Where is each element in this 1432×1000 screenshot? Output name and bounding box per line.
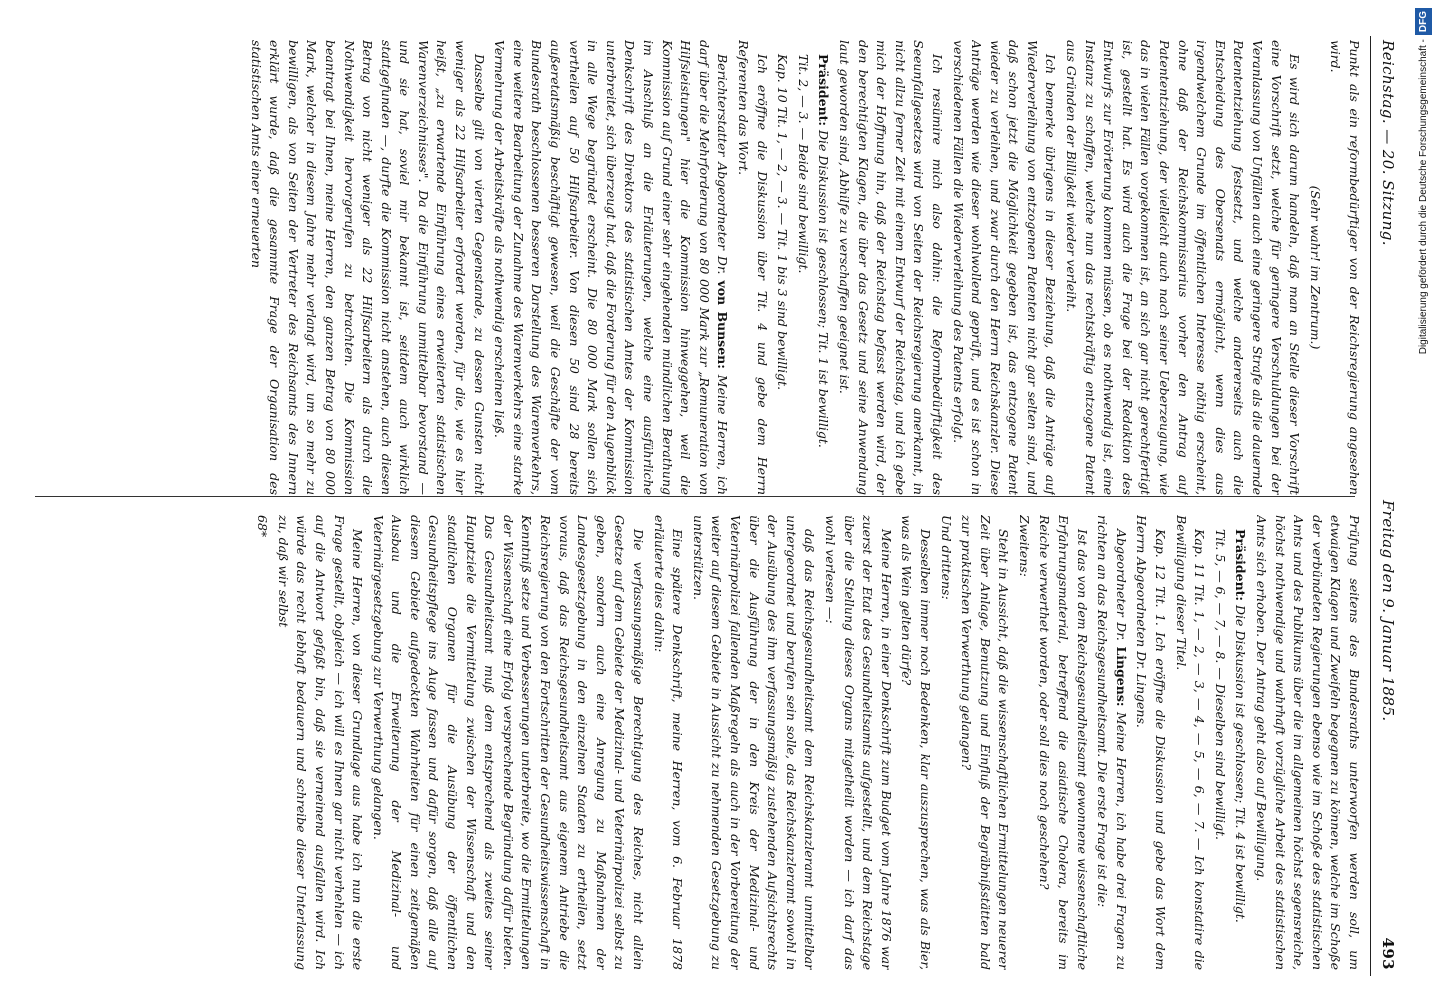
paragraph: Ich resümire mich also dahin: die Reformbedürftigkeit des Seeunfallgesetzes wird von Seiten der Reichsregierung anerkannt, in nicht allzu ferner Zeit mit einem Entwurf der Reichstag, und ich gebe mich der Hoffnung hin, daß der Reichstag befasst werden wird, der den berechtigten Klagen, die über das Gesetz und seine Anwendung laut geworden sind, Abhilfe zu verschaffen geeignet ist. — [836, 40, 945, 495]
paragraph: Kap. 10 Tit. 1, — 2, — 3. — Tit. 1 bis 3 sind bewilligt. — [775, 54, 791, 391]
paragraph: 68* — [255, 515, 271, 538]
header-left: Reichstag. — 20. Sitzung. — [1379, 40, 1397, 246]
header-rule — [1370, 36, 1371, 976]
paragraph: Eine spätere Denkschrift, meine Herren, vom 6. Februar 1878 erläuterte dies dahin: — [651, 515, 686, 970]
paragraph: Präsident: Die Diskussion ist geschlossen; Tit. 1 ist bewilligt. — [816, 54, 832, 448]
paragraph: Kap. 12 Tit. 1. Ich eröffne die Diskussion und gebe das Wort dem Herrn Abgeordneten Dr. Lingens. — [1134, 515, 1169, 970]
paragraph: (Sehr wahr! im Zentrum.) — [1307, 185, 1323, 350]
digitization-credit — [1415, 0, 1432, 1000]
paragraph: Dasselbe gilt von vierten Gegenstande, zu dessen Gunsten nicht weniger als 22 Hilfsarbeiter erfordert werden, für die, wie es hier heißt, „zu erwartende Einführung eines erweiterten statistischen Warenverzeichnisses". Da die Einführung unmittelbar bevorstand — und sie hat, soviel mir bekannt ist, seitdem auch wirklich stattgefunden —, durfte die Kommission nicht anstehen, auch diesen Betrag von nicht weniger als 22 Hilfsarbeitern als durch die Nothwendigkeit hervorgerufen zu betrachten. Die Kommission beantragt bei Ihnen, meine Herren, den ganzen Betrag von 80 000 Mark, welcher in diesem Jahre mehr verlangt wird, um so mehr zu bewilligen, als von Seiten der Vertreter des Reichsamts des Innern erklärt wurde, daß die gesammte Frage der Organisation des statistischen Amts einer erneuerten — [248, 40, 487, 495]
paragraph: Punkt als ein reformbedürftiger von der Reichsregierung angesehen wird. — [1328, 40, 1362, 495]
header-date: Freitag den 9. Januar 1885. — [1379, 500, 1397, 722]
paragraph: Die verfassungsmäßige Berechtigung des Reiches, nicht allein Gesetze auf dem Gebiete der Medizinal- und Veterinärpolizei selbst zu geben, sondern auch eine Anregung zu Maßnahmen der Landesgesetzgebung in den einzelnen Staaten zu ertheilen, setzt voraus, daß das Reichsgesundheitsamt aus eigenem Antriebe die Reichsregierung von den Fortschritten der Gesundheitswissenschaft in Kenntniß setze und Verbesserungen unterbreite, wo die Ermittelungen der Wissenschaft eine Erfolg versprechende Begründung dafür bieten. Das Gesundheitsamt muß dem entsprechend als zweites seiner Hauptziele die Vermittelung zwischen der Wissenschaft und den staatlichen Organen für die Ausübung der öffentlichen Gesundheitspflege ins Auge fassen und dafür sorgen, daß alle auf diesem Gebiete aufgedeckten Wahrheiten für einen zeitgemäßen Ausbau und die Erweiterung der Medizinal- und Veterinärgesetzgebung zur Verwerthung gelangen. — [370, 515, 647, 970]
paragraph: Kap. 11 Tit. 1, — 2, — 3, — 4, — 5, — 6, — 7. — Ich konstatire die Bewilligung dieser Titel. — [1173, 515, 1208, 970]
paragraph: Es wird sich darum handeln, daß man an Stelle dieser Vorschrift eine Vorschrift setzt, welche für geringere Verschuldungen bei der Veranlassung von Unfällen auch eine geringere Strafe als die dauernde Patententziehung festsetzt, und welche andererseits auch die Entscheidung des Obersenats ermöglicht, wenn dies aus irgendwelchem Grunde im öffentlichen Interesse nöthig erscheint, ohne daß der Reichskommissarius vorher den Antrag auf Patententziehung, der vielleicht auch nach seiner Ueberzeugung, wie das in vielen Fällen vorgekommen ist, an sich gar nicht gerechtfertigt ist, gestellt hat. Es wird auch die Frage bei der Redaktion des Entwurfs zur Erörterung kommen müssen, ob es nothwendig ist, eine Instanz zu schaffen, welche nun das rechtskräftig entzogene Patent aus Gründen der Billigkeit wieder verleiht. — [1064, 40, 1303, 495]
paragraph: Berichterstatter Abgeordneter Dr. von Bunsen: Meine Herren, ich darf über die Mehrforderung von 80 000 Mark zur „Remuneration von Hilfsleistungen" hier die Kommission hinweggehen, weil die Kommission auf Grund einer sehr eingehenden mündlichen Berathung im Anschluß an die Erläuterungen, welche eine ausführliche Denkschrift des Direktors des statistischen Amtes der Kommission unterbreitet, sich überzeugt hat, daß die Forderung für den Augenblick in alle Wege begründet erscheint. Die 80 000 Mark sollen sich vertheilen auf 50 Hilfsarbeiter. Von diesen 50 sind 28 bereits außeretatsmäßig beschäftigt gewesen, weil die Geschäfte der vom Bundesrath beschlossenen besseren Darstellung des Warenverkehrs, eine weitere Bearbeitung der Zunahme des Warenverkehrs eine starke Vermehrung der Arbeitskräfte als nothwendig erscheinen ließ. — [492, 40, 731, 495]
paragraph: daß das Reichsgesundheitsamt dem Reichskanzleramt unmittelbar untergeordnet und berufen sein solle, das Reichskanzleramt sowohl in der Ausübung des ihm verfassungsmäßig zustehenden Aufsichtsrechts über die Ausführung der in den Kreis der Medizinal- und Veterinärpolizei fallenden Maßregeln als auch in der Vorbereitung der weiter auf diesem Gebiete in Aussicht zu nehmenden Gesetzgebung zu unterstützen. — [690, 515, 818, 970]
page-number: 493 — [1379, 937, 1397, 970]
paragraph: Tit. 5, — 6, — 7, — 8. — Dieselben sind bewilligt. — [1212, 529, 1228, 840]
page-header — [1371, 40, 1397, 970]
paragraph: Prüfung seitens des Bundesraths unterworfen werden soll, um etwaigen Klagen und Zweifeln begegnen zu können, welche im Schoße der verbündeten Regierungen ebenso wie im Schoße des statistischen Amts und des Publikums über die im allgemeinen höchst segensreiche, höchst nothwendige und wahrhaft vorzügliche Arbeit des statistischen Amts sich erhoben. Der Antrag geht also auf Bewilligung. — [1254, 515, 1362, 970]
paragraph: Und drittens: — [938, 515, 954, 600]
paragraph: Abgeordneter Dr. Lingens: Meine Herren, ich habe drei Fragen zu richten an das Reichsgesundheitsamt. Die erste Frage ist die: — [1095, 515, 1129, 970]
paragraph: Ist das von dem Reichsgesundheitsamt gewonnene wissenschaftliche Erfahrungsmaterial, betreffend die asiatische Cholera, bereits im Reiche verwerthet worden, oder soll dies noch geschehen? — [1037, 515, 1090, 970]
paragraph: Ich bemerke übrigens in dieser Beziehung, daß die Anträge auf Wiederverleihung von entzogenen Patenten nicht gar selten sind, und daß schon jetzt die Möglichkeit gegeben ist, das entzogene Patent wieder zu verleihen, und zwar durch den Herrn Reichskanzler. Diese Anträge werden wie dieser wohlwollend geprüft, und es ist schon in verschiedenen Fällen die Wiederverleihung des Patents erfolgt. — [950, 40, 1059, 495]
credit-text: Digitalisierung gefördert durch die Deutsche Forschungsgemeinschaft - — [1418, 39, 1429, 355]
dfg-logo: DFG — [1415, 8, 1432, 35]
paragraph: Meine Herren, von dieser Grundlage aus habe ich nun die erste Frage gestellt, obgleich — ich will es Ihnen gar nicht verhehlen — ich auf die Antwort gefaßt bin, daß sie verneinend ausfallen wird. Ich würde das recht lebhaft bedauern und schreibe dieser Unterlassung zu, daß wir selbst — [275, 515, 366, 970]
paragraph: Steht in Aussicht, daß die wissenschaftlichen Ermittelungen neuerer Zeit über Anlage, Benutzung und Einfluß der Begräbnißstätten bald zur praktischen Verwerthung gelangen? — [959, 515, 1012, 970]
paragraph: Zweitens: — [1016, 515, 1032, 577]
paragraph: Ich eröffne die Diskussion über Tit. 4 und gebe dem Herrn Referenten das Wort. — [736, 40, 770, 495]
paragraph: Meine Herren, in einer Denkschrift zum Budget vom Jahre 1876 war zuerst der Etat des Gesundheitsamts aufgestellt, und dem Reichstage über die Stellung dieses Organs mitgetheilt worden — ich darf das wohl verlesen —: — [822, 515, 894, 970]
paragraph: Tit. 2, — 3. — Beide sind bewilligt. — [795, 54, 811, 274]
paragraph: Desselben immer noch Bedenken, klar auszusprechen, was als Bier, was als Wein gelten dürfe? — [899, 515, 933, 970]
right-column — [23, 515, 1363, 970]
column-divider — [35, 496, 1355, 497]
left-column — [23, 40, 1363, 495]
paragraph: Präsident: Die Diskussion ist geschlossen; Tit. 4 ist bewilligt. — [1233, 529, 1249, 923]
